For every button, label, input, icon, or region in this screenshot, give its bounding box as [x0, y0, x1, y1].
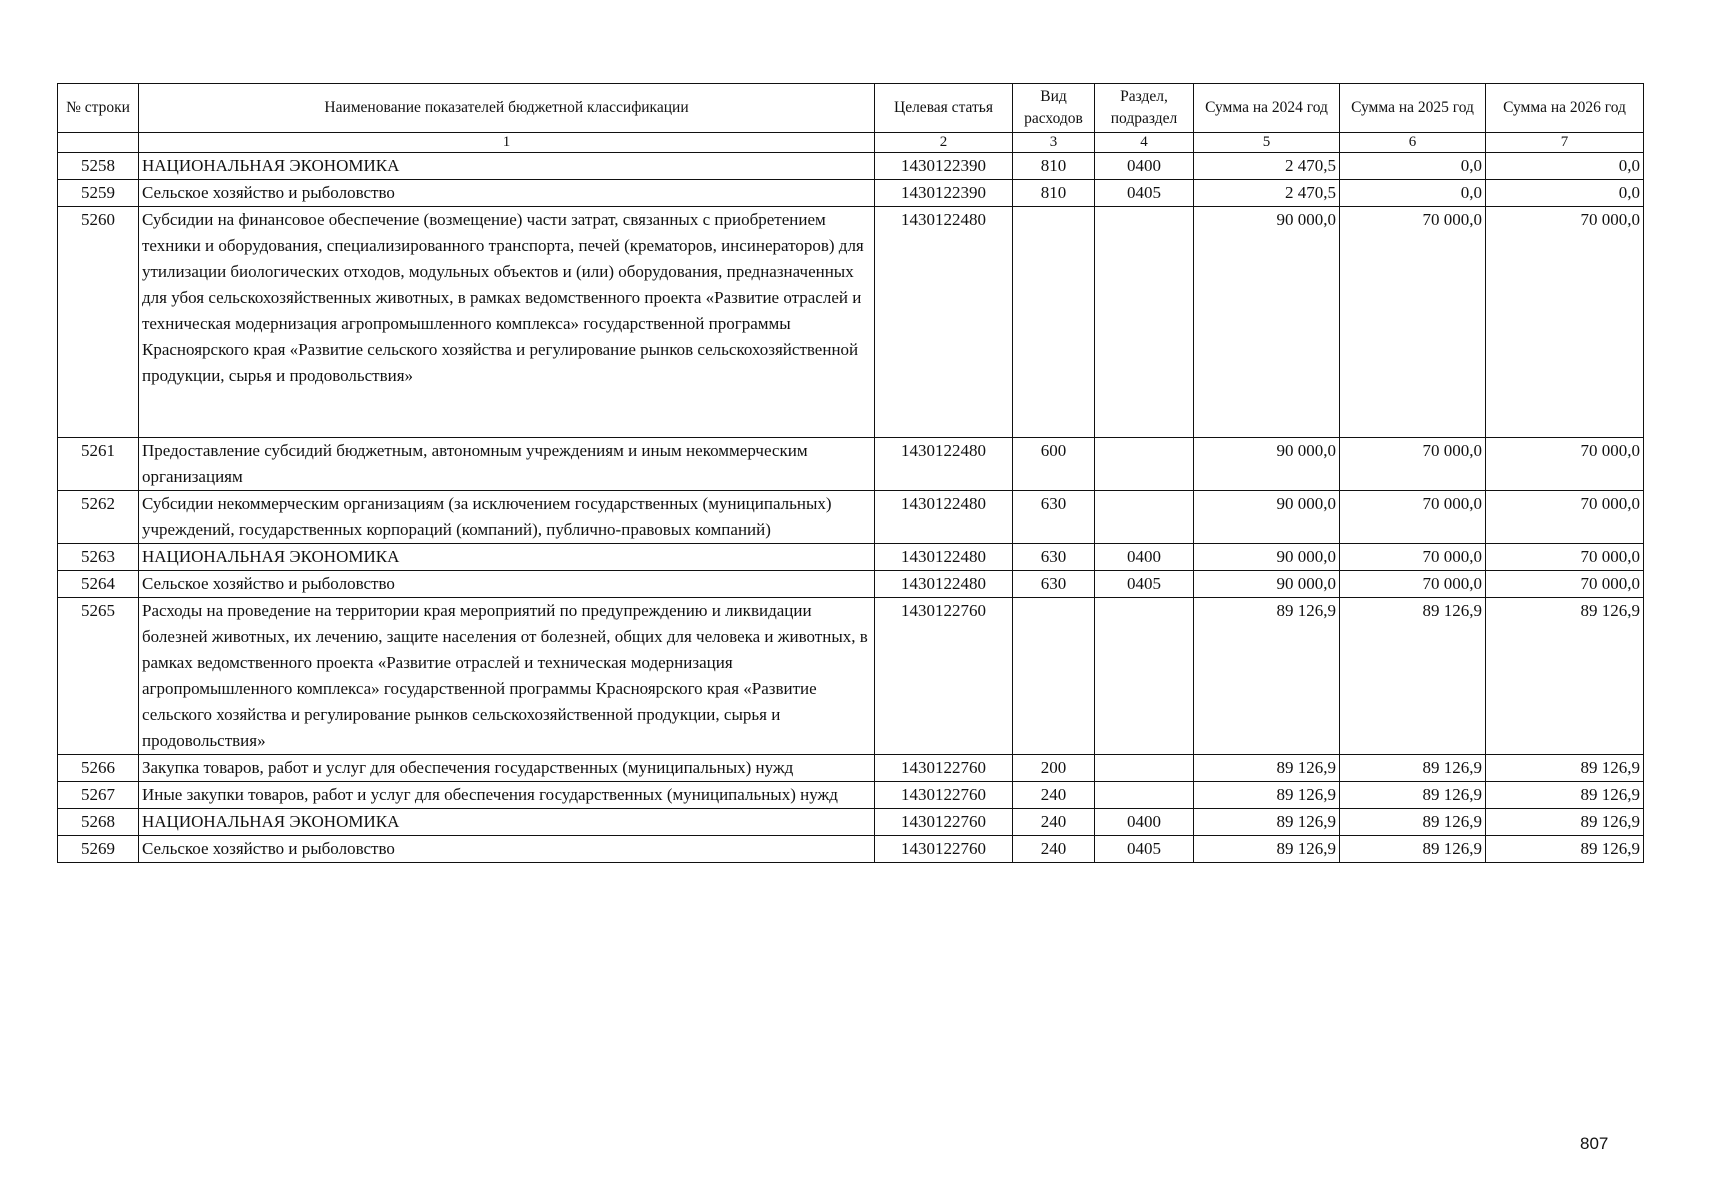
indicator-name: Сельское хозяйство и рыболовство: [139, 836, 875, 863]
target-article: 1430122390: [875, 180, 1013, 207]
indicator-name: НАЦИОНАЛЬНАЯ ЭКОНОМИКА: [139, 809, 875, 836]
section-code: 0400: [1095, 809, 1194, 836]
sum-2024: 90 000,0: [1194, 571, 1340, 598]
row-number: 5267: [58, 782, 139, 809]
sum-2025: 70 000,0: [1340, 491, 1486, 544]
sum-2024: 2 470,5: [1194, 153, 1340, 180]
section-code: [1095, 598, 1194, 755]
sum-2026: 70 000,0: [1486, 491, 1644, 544]
table-row: [58, 755, 1644, 782]
sum-2026: 89 126,9: [1486, 836, 1644, 863]
indicator-name: Предоставление субсидий бюджетным, автономным учреждениям и иным некоммерческим организациям: [139, 438, 875, 491]
expense-type: 600: [1013, 438, 1095, 491]
column-number-row: [58, 133, 1644, 153]
expense-type: 810: [1013, 180, 1095, 207]
target-article: 1430122760: [875, 782, 1013, 809]
column-number: 3: [1013, 133, 1095, 153]
header-sum-2024: Сумма на 2024 год: [1194, 84, 1340, 133]
sum-2026: 0,0: [1486, 180, 1644, 207]
column-number: 4: [1095, 133, 1194, 153]
sum-2026: 0,0: [1486, 153, 1644, 180]
sum-2025: 89 126,9: [1340, 598, 1486, 755]
sum-2024: 89 126,9: [1194, 755, 1340, 782]
target-article: 1430122480: [875, 438, 1013, 491]
row-number: 5259: [58, 180, 139, 207]
sum-2026: 89 126,9: [1486, 755, 1644, 782]
indicator-name: Сельское хозяйство и рыболовство: [139, 180, 875, 207]
header-row: [58, 84, 1644, 133]
indicator-name: НАЦИОНАЛЬНАЯ ЭКОНОМИКА: [139, 153, 875, 180]
sum-2026: 89 126,9: [1486, 809, 1644, 836]
expense-type: 630: [1013, 571, 1095, 598]
sum-2025: 70 000,0: [1340, 207, 1486, 438]
table-row: [58, 598, 1644, 755]
indicator-name: НАЦИОНАЛЬНАЯ ЭКОНОМИКА: [139, 544, 875, 571]
table-row: [58, 571, 1644, 598]
header-sum-2026: Сумма на 2026 год: [1486, 84, 1644, 133]
sum-2024: 90 000,0: [1194, 207, 1340, 438]
section-code: 0400: [1095, 153, 1194, 180]
section-code: 0405: [1095, 180, 1194, 207]
table-row: [58, 782, 1644, 809]
row-number: 5264: [58, 571, 139, 598]
target-article: 1430122760: [875, 598, 1013, 755]
budget-table: [57, 83, 1644, 863]
column-number: [58, 133, 139, 153]
table-row: [58, 836, 1644, 863]
target-article: 1430122480: [875, 491, 1013, 544]
indicator-name: Сельское хозяйство и рыболовство: [139, 571, 875, 598]
table-row: [58, 180, 1644, 207]
target-article: 1430122390: [875, 153, 1013, 180]
sum-2024: 90 000,0: [1194, 438, 1340, 491]
header-indicator-name: Наименование показателей бюджетной классификации: [139, 84, 875, 133]
section-code: [1095, 782, 1194, 809]
row-number: 5268: [58, 809, 139, 836]
table-row: [58, 809, 1644, 836]
column-number: 2: [875, 133, 1013, 153]
sum-2026: 70 000,0: [1486, 438, 1644, 491]
row-number: 5258: [58, 153, 139, 180]
sum-2025: 89 126,9: [1340, 836, 1486, 863]
target-article: 1430122480: [875, 571, 1013, 598]
sum-2025: 89 126,9: [1340, 809, 1486, 836]
row-number: 5263: [58, 544, 139, 571]
section-code: [1095, 438, 1194, 491]
indicator-name: Иные закупки товаров, работ и услуг для обеспечения государственных (муниципальных) нужд: [139, 782, 875, 809]
row-number: 5269: [58, 836, 139, 863]
indicator-name: Закупка товаров, работ и услуг для обеспечения государственных (муниципальных) нужд: [139, 755, 875, 782]
header-expense-type: Вид расходов: [1013, 84, 1095, 133]
column-number: 7: [1486, 133, 1644, 153]
expense-type: 810: [1013, 153, 1095, 180]
section-code: [1095, 207, 1194, 438]
expense-type: 240: [1013, 809, 1095, 836]
expense-type: 240: [1013, 782, 1095, 809]
expense-type: 200: [1013, 755, 1095, 782]
sum-2025: 0,0: [1340, 180, 1486, 207]
sum-2024: 89 126,9: [1194, 809, 1340, 836]
sum-2025: 70 000,0: [1340, 544, 1486, 571]
expense-type: 240: [1013, 836, 1095, 863]
section-code: [1095, 491, 1194, 544]
row-number: 5262: [58, 491, 139, 544]
sum-2026: 70 000,0: [1486, 544, 1644, 571]
section-code: 0405: [1095, 836, 1194, 863]
target-article: 1430122480: [875, 207, 1013, 438]
row-number: 5266: [58, 755, 139, 782]
sum-2026: 70 000,0: [1486, 571, 1644, 598]
section-code: 0405: [1095, 571, 1194, 598]
sum-2024: 89 126,9: [1194, 836, 1340, 863]
table-row: [58, 207, 1644, 438]
sum-2024: 89 126,9: [1194, 598, 1340, 755]
table-row: [58, 153, 1644, 180]
column-number: 5: [1194, 133, 1340, 153]
sum-2025: 70 000,0: [1340, 438, 1486, 491]
sum-2025: 89 126,9: [1340, 755, 1486, 782]
expense-type: 630: [1013, 544, 1095, 571]
section-code: 0400: [1095, 544, 1194, 571]
target-article: 1430122760: [875, 836, 1013, 863]
indicator-name: Субсидии некоммерческим организациям (за исключением государственных (муниципальных) учреждений, государственных корпораций (компаний), публично-правовых компаний): [139, 491, 875, 544]
row-number: 5260: [58, 207, 139, 438]
table-row: [58, 438, 1644, 491]
indicator-name: Расходы на проведение на территории края мероприятий по предупреждению и ликвидации болезней животных, их лечению, защите населения от болезней, общих для человека и животных, в рамках ведомственного проекта «Развитие отраслей и техническая модернизация агропромышленного комплекса» государственной программы Красноярского края «Развитие сельского хозяйства и регулирование рынков сельскохозяйственной продукции, сырья и продовольствия»: [139, 598, 875, 755]
sum-2025: 70 000,0: [1340, 571, 1486, 598]
header-row-number: № строки: [58, 84, 139, 133]
page-number: 807: [1580, 1134, 1609, 1153]
sum-2026: 89 126,9: [1486, 782, 1644, 809]
sum-2024: 89 126,9: [1194, 782, 1340, 809]
sum-2024: 90 000,0: [1194, 491, 1340, 544]
target-article: 1430122480: [875, 544, 1013, 571]
expense-type: [1013, 598, 1095, 755]
indicator-name: Субсидии на финансовое обеспечение (возмещение) части затрат, связанных с приобретением техники и оборудования, специализированного транспорта, печей (крематоров, инсинераторов) для утилизации биологических отходов, модульных объектов и (или) оборудования, предназначенных для убоя сельскохозяйственных животных, в рамках ведомственного проекта «Развитие отраслей и техническая модернизация агропромышленного комплекса» государственной программы Красноярского края «Развитие сельского хозяйства и регулирование рынков сельскохозяйственной продукции, сырья и продовольствия»: [139, 207, 875, 438]
expense-type: [1013, 207, 1095, 438]
header-sum-2025: Сумма на 2025 год: [1340, 84, 1486, 133]
column-number: 6: [1340, 133, 1486, 153]
sum-2026: 89 126,9: [1486, 598, 1644, 755]
target-article: 1430122760: [875, 755, 1013, 782]
sum-2024: 2 470,5: [1194, 180, 1340, 207]
expense-type: 630: [1013, 491, 1095, 544]
sum-2024: 90 000,0: [1194, 544, 1340, 571]
sum-2025: 89 126,9: [1340, 782, 1486, 809]
column-number: 1: [139, 133, 875, 153]
table-row: [58, 544, 1644, 571]
header-target-article: Целевая статья: [875, 84, 1013, 133]
sum-2025: 0,0: [1340, 153, 1486, 180]
row-number: 5261: [58, 438, 139, 491]
header-section: Раздел, подраздел: [1095, 84, 1194, 133]
section-code: [1095, 755, 1194, 782]
row-number: 5265: [58, 598, 139, 755]
sum-2026: 70 000,0: [1486, 207, 1644, 438]
target-article: 1430122760: [875, 809, 1013, 836]
table-row: [58, 491, 1644, 544]
